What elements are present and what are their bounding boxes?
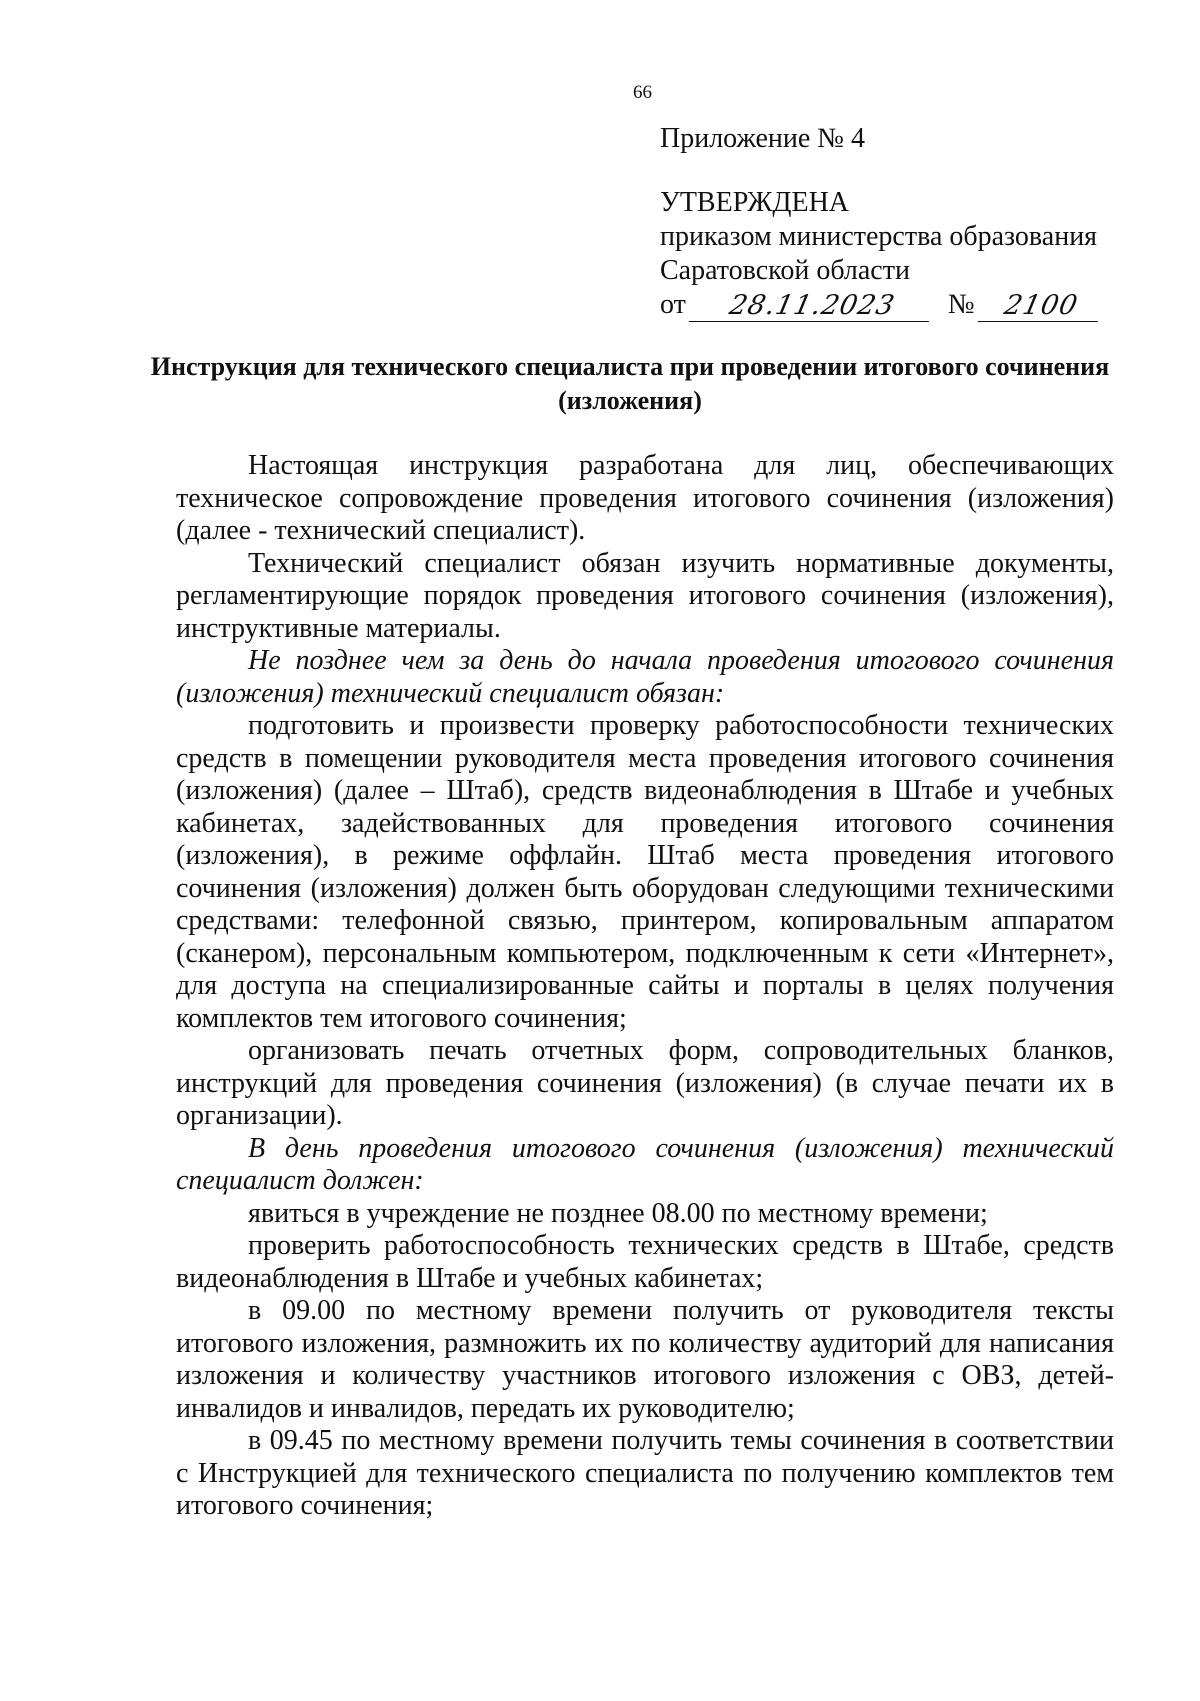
document-title: Инструкция для технического специалиста при проведении итогового сочинения (изложения): [150, 352, 1110, 415]
paragraph-intro: Настоящая инструкция разработана для лиц, обеспечивающих техническое сопровождение проведения итогового сочинения (изложения) (далее - технический специалист).: [176, 450, 1114, 546]
from-label: от: [660, 289, 686, 320]
document-body: [176, 450, 1114, 1523]
approval-block: [660, 122, 1120, 322]
paragraph-check-equipment: проверить работоспособность технических средств в Штабе, средств видеонаблюдения в Штабе и учебных кабинетах;: [176, 1230, 1114, 1294]
page-number: 66: [633, 82, 652, 103]
paragraph-arrival: явиться в учреждение не позднее 08.00 по местному времени;: [248, 1197, 988, 1229]
number-label: №: [947, 289, 975, 320]
paragraph-print-forms: организовать печать отчетных форм, сопроводительных бланков, инструкций для проведения сочинения (изложения) (в случае печати их в организации).: [176, 1035, 1114, 1131]
paragraph-0900-texts: в 09.00 по местному времени получить от руководителя тексты итогового изложения, размножить их по количеству аудиторий для написания изложения и количеству участников итогового изложения с ОВЗ, детей-инвалидов и инвалидов, передать их руководителю;: [176, 1295, 1114, 1424]
handwritten-date: 28.11.2023: [689, 291, 936, 322]
paragraph-exam-day-heading: В день проведения итогового сочинения (изложения) технический специалист должен:: [176, 1132, 1114, 1196]
order-reference: [660, 288, 1120, 322]
handwritten-order-number: 2100: [977, 291, 1104, 322]
paragraph-0945-topics: в 09.45 по местному времени получить темы сочинения в соответствии с Инструкцией для технического специалиста по получению комплектов тем итогового сочинения;: [176, 1425, 1114, 1521]
paragraph-before-day-heading: Не позднее чем за день до начала проведения итогового сочинения (изложения) технический специалист обязан:: [176, 645, 1114, 709]
annex-label: Приложение № 4: [660, 123, 865, 154]
approval-line-2: Саратовской области: [660, 255, 910, 286]
paragraph-prepare-equipment: подготовить и произвести проверку работоспособности технических средств в помещении руководителя места проведения итогового сочинения (изложения) (далее – Штаб), средств видеонаблюдения в Штабе и учебных кабинетах, задействованных для проведения итогового сочинения (изложения), в режиме оффлайн. Штаб места проведения итогового сочинения (изложения) должен быть оборудован следующими техническими средствами: телефонной связью, принтером, копировальным аппаратом (сканером), персональным компьютером, подключенным к сети «Интернет», для доступа на специализированные сайты и порталы в целях получения комплектов тем итогового сочинения;: [176, 710, 1114, 1034]
approved-label: УТВЕРЖДЕНА: [660, 187, 850, 218]
approval-line-1: приказом министерства образования: [660, 221, 1098, 252]
paragraph-duties: Технический специалист обязан изучить нормативные документы, регламентирующие порядок проведения итогового сочинения (изложения), инструктивные материалы.: [176, 547, 1114, 644]
